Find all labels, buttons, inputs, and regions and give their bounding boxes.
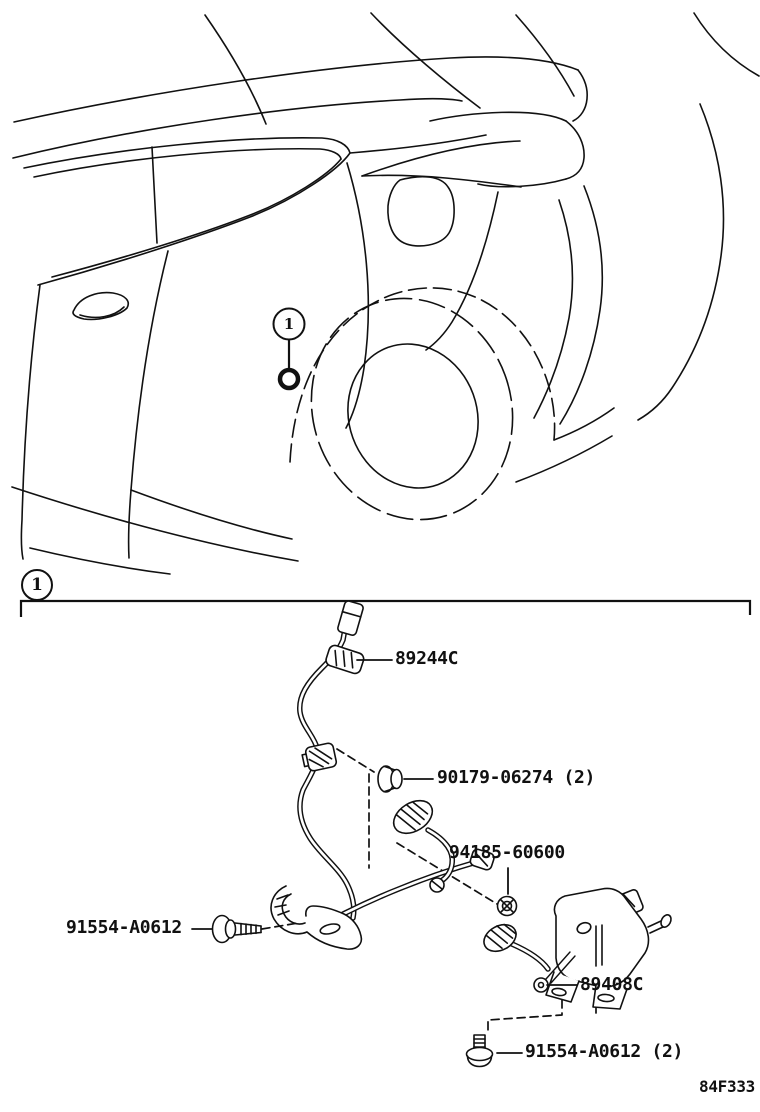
part-label-90179-06274: 90179-06274 (2) <box>437 767 596 788</box>
part-label-94185-60600: 94185-60600 <box>449 842 565 863</box>
grommet-point-icon <box>280 370 298 388</box>
section-bracket <box>21 570 750 617</box>
spoiler <box>430 112 566 121</box>
wire-top-connector-icon <box>337 600 364 636</box>
wheel-icon <box>281 270 544 548</box>
car-callout-number: 1 <box>283 315 295 333</box>
figure-code: 84F333 <box>699 1077 755 1096</box>
wheel-rim <box>328 326 498 507</box>
fuel-door <box>388 177 454 246</box>
part-label-89244c: 89244C <box>395 648 459 669</box>
part-label-89408c: 89408C <box>580 974 644 995</box>
part-label-91554-a0612: 91554-A0612 <box>66 917 182 938</box>
wire-bracket-icon <box>271 886 361 949</box>
part-label-91554-a0612-2: 91554-A0612 (2) <box>525 1041 684 1062</box>
cushion-grommet-icon <box>498 897 517 916</box>
quarter-window <box>24 138 350 168</box>
section-marker-number: 1 <box>31 575 43 595</box>
grommet-icon <box>378 766 402 792</box>
bolt-icon <box>213 916 262 943</box>
bolt-icon-bottom <box>467 1035 493 1067</box>
wheel-arch <box>290 288 555 462</box>
link-end-clip-icon <box>430 878 444 892</box>
b-pillar <box>152 147 157 243</box>
wire-plate-clip-icon <box>301 742 337 772</box>
parts-diagram <box>192 600 673 1066</box>
car-line-art <box>12 13 759 574</box>
